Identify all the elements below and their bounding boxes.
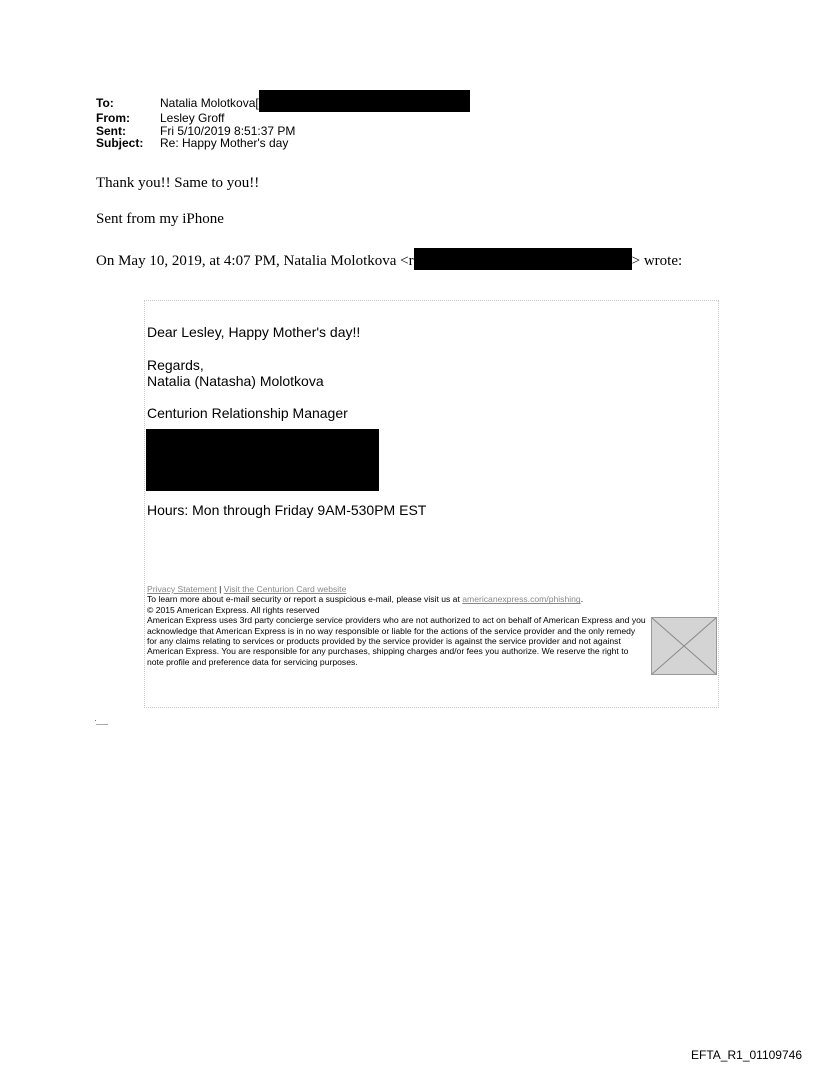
from-label: From:	[96, 111, 130, 125]
from-row	[96, 112, 470, 125]
greeting: Dear Lesley, Happy Mother's day!!	[147, 324, 361, 340]
signature-name: Natalia (Natasha) Molotkova	[147, 373, 324, 389]
reply-attribution	[96, 248, 682, 270]
from-value: Lesley Groff	[160, 111, 225, 125]
reply-text: Thank you!! Same to you!!	[96, 175, 260, 191]
copyright: © 2015 American Express. All rights reserved	[147, 604, 320, 615]
attribution-prefix: On May 10, 2019, at 4:07 PM, Natalia Molotkova <	[96, 253, 409, 269]
subject-value: Re: Happy Mother's day	[160, 136, 289, 150]
to-row	[96, 97, 470, 112]
signature-title: Centurion Relationship Manager	[147, 405, 348, 421]
hours: Hours: Mon through Friday 9AM-530PM EST	[147, 502, 427, 518]
subject-label: Subject:	[96, 136, 144, 150]
attribution-suffix: > wrote:	[631, 253, 683, 269]
document-id: EFTA_R1_01109746	[691, 1048, 802, 1062]
centurion-website-link[interactable]: Visit the Centurion Card website	[223, 584, 347, 594]
link-separator: |	[219, 584, 222, 594]
regards: Regards,	[147, 357, 204, 373]
security-text: To learn more about e-mail security or report a suspicious e-mail, please visit us at	[147, 594, 463, 605]
to-label: To:	[96, 96, 114, 110]
sent-label: Sent:	[96, 123, 126, 138]
broken-image-icon	[651, 617, 717, 675]
stray-mark-icon	[95, 720, 109, 726]
quoted-message	[144, 300, 719, 708]
email-header	[96, 97, 470, 150]
phishing-link[interactable]: americanexpress.com/phishing	[462, 594, 581, 605]
sent-from-iphone: Sent from my iPhone	[96, 211, 224, 227]
attribution-stub: r	[408, 253, 414, 269]
redaction-bar	[259, 90, 470, 112]
redaction-bar	[414, 248, 632, 270]
security-end: .	[580, 594, 584, 605]
subject-row	[96, 137, 470, 150]
privacy-statement-link[interactable]: Privacy Statement	[147, 584, 217, 594]
redaction-block	[146, 429, 379, 491]
legal-footer	[147, 584, 647, 667]
to-value: Natalia Molotkova[	[160, 96, 259, 110]
disclaimer: American Express uses 3rd party concierge service providers who are not authorized to act on behalf of American Express and you acknowledge that American Express is in no way responsible or liable for the actions of the service provider and the only remedy for any claims relating to services or products provided by the service provider is against the service provider and not against American Express. You are responsible for any purchases, shipping charges and/or fees you authorize. We reserve the right to note profile and preference data for servicing purposes.	[147, 615, 646, 667]
sent-value: Fri 5/10/2019 8:51:37 PM	[160, 123, 296, 138]
